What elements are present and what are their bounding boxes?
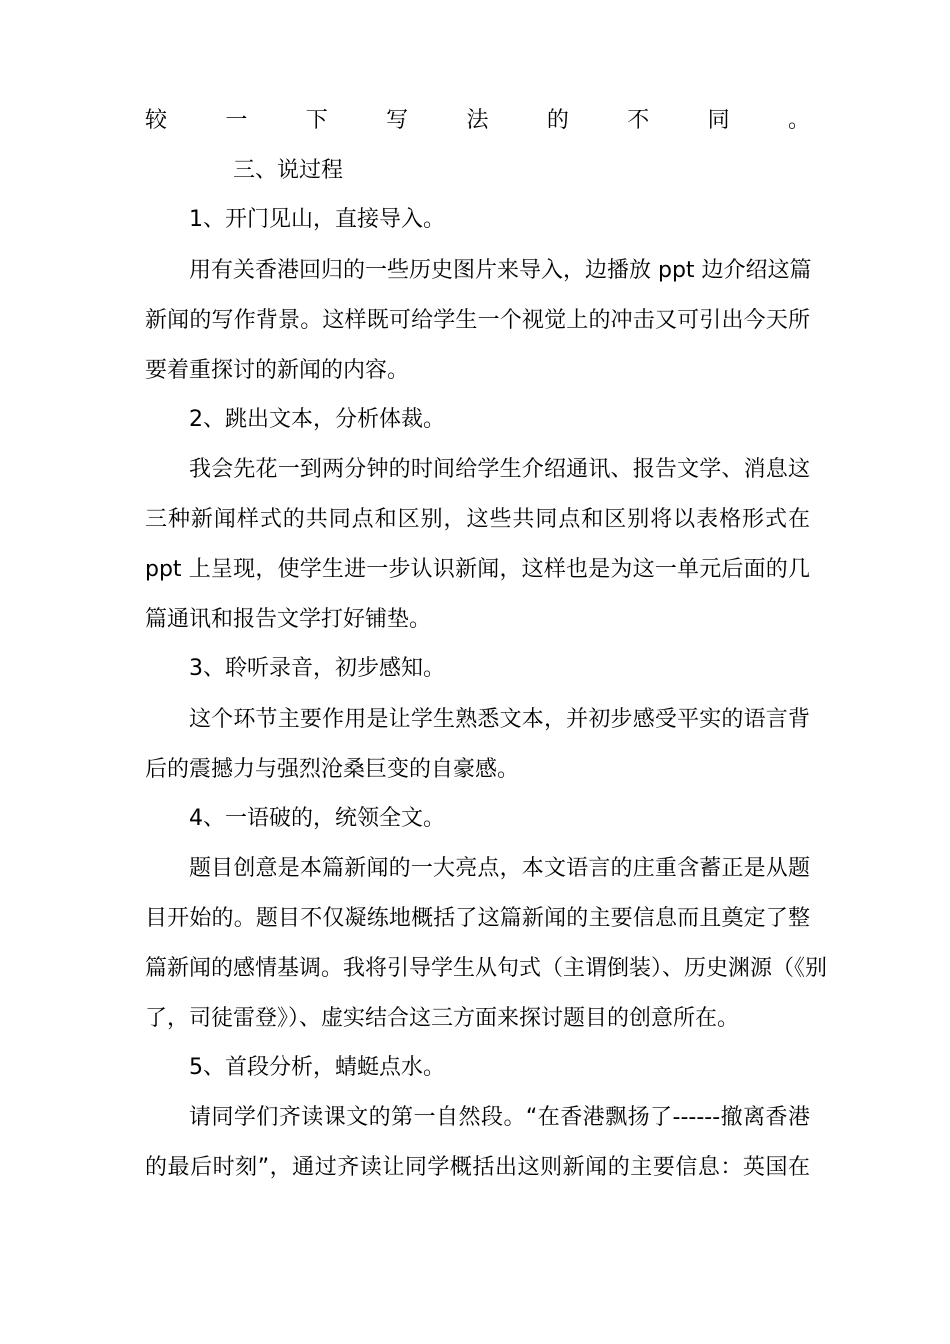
text-line: 三种新闻样式的共同点和区别，这些共同点和区别将以表格形式在 <box>145 507 810 532</box>
text-line: 请同学们齐读课文的第一自然段。“在香港飘扬了------撤离香港 <box>189 1105 810 1130</box>
text-line: 题目创意是本篇新闻的一大亮点，本文语言的庄重含蓄正是从题 <box>189 856 810 881</box>
text-line: 较一下写法的不同。 <box>145 108 810 133</box>
section-heading: 三、说过程 <box>233 158 344 183</box>
text-line: 要着重探讨的新闻的内容。 <box>145 358 410 383</box>
text-line: 后的震撼力与强烈沧桑巨变的自豪感。 <box>145 757 520 782</box>
step-heading: 4、一语破的，统领全文。 <box>189 806 445 831</box>
text-line: 这个环节主要作用是让学生熟悉文本，并初步感受平实的语言背 <box>189 707 810 732</box>
text-line: 篇新闻的感情基调。我将引导学生从句式（主谓倒装）、历史渊源（《别 <box>145 956 828 981</box>
step-heading: 3、聆听录音，初步感知。 <box>189 656 445 681</box>
text-line: 的最后时刻”，通过齐读让同学概括出这则新闻的主要信息：英国在 <box>145 1155 810 1180</box>
text-line: 新闻的写作背景。这样既可给学生一个视觉上的冲击又可引出今天所 <box>145 308 810 333</box>
text-line: 篇通讯和报告文学打好铺垫。 <box>145 607 432 632</box>
text-line: ppt 上呈现，使学生进一步认识新闻，这样也是为这一单元后面的几 <box>145 557 810 582</box>
step-heading: 1、开门见山，直接导入。 <box>189 207 445 232</box>
text-line: 我会先花一到两分钟的时间给学生介绍通讯、报告文学、消息这 <box>189 457 810 482</box>
text-line: 用有关香港回归的一些历史图片来导入，边播放 ppt 边介绍这篇 <box>189 258 812 283</box>
step-heading: 2、跳出文本，分析体裁。 <box>189 407 445 432</box>
text-line: 目开始的。题目不仅凝练地概括了这篇新闻的主要信息而且奠定了整 <box>145 906 810 931</box>
step-heading: 5、首段分析，蜻蜓点水。 <box>189 1055 445 1080</box>
text-line: 了，司徒雷登》）、虚实结合这三方面来探讨题目的创意所在。 <box>145 1006 740 1031</box>
